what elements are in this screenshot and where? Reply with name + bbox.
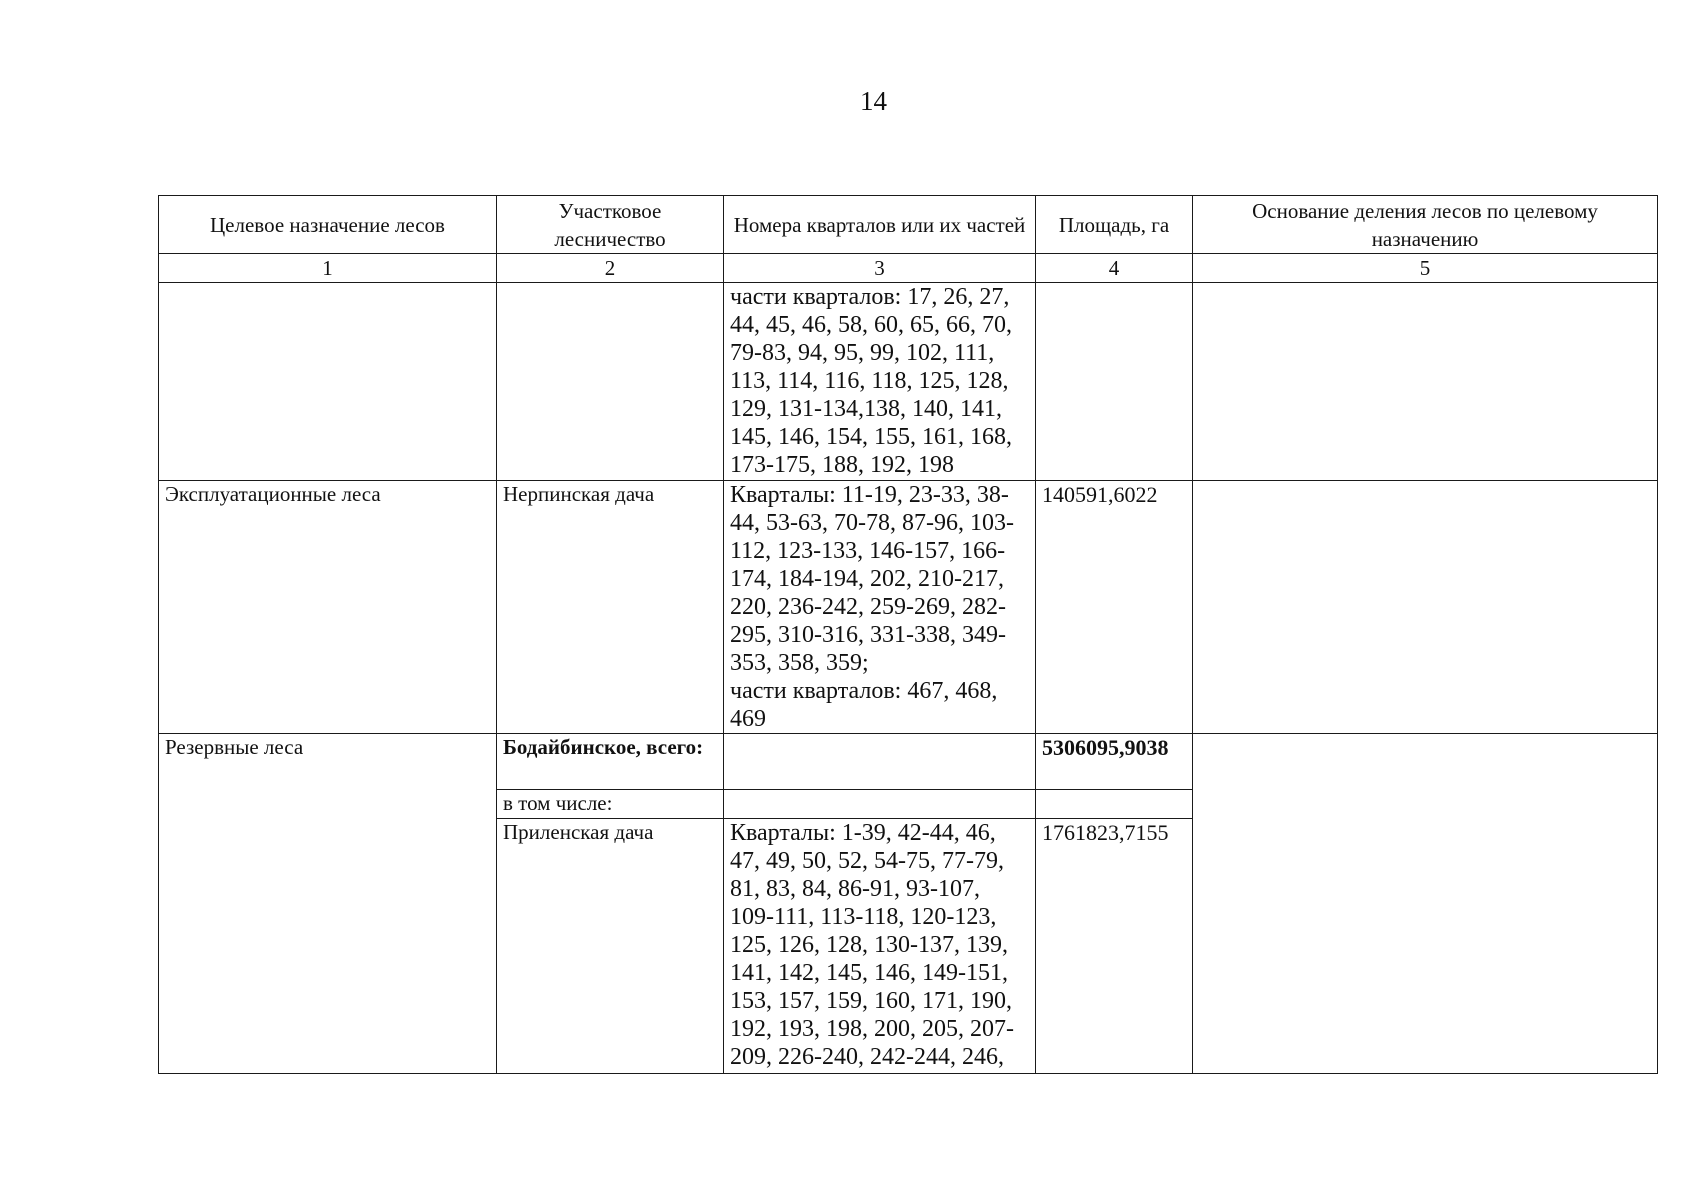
column-number: 3 <box>724 254 1036 283</box>
purpose-cell: Эксплуатационные леса <box>159 481 497 734</box>
blocks-cell <box>724 819 1036 1074</box>
blocks-line: 173-175, 188, 192, 198 <box>730 452 954 478</box>
total-area-cell: 5306095,9038 <box>1036 734 1193 790</box>
blocks-line: Кварталы: 11-19, 23-33, 38- <box>730 482 1009 508</box>
area-cell <box>1036 283 1193 481</box>
blocks-line: 220, 236-242, 259-269, 282- <box>730 594 1006 620</box>
blocks-cell <box>724 734 1036 790</box>
column-number: 1 <box>159 254 497 283</box>
blocks-line: 81, 83, 84, 86-91, 93-107, <box>730 876 980 902</box>
blocks-cell <box>724 790 1036 819</box>
including-label-cell: в том числе: <box>497 790 724 819</box>
blocks-line: 47, 49, 50, 52, 54-75, 77-79, <box>730 848 1004 874</box>
blocks-line: 174, 184-194, 202, 210-217, <box>730 566 1004 592</box>
blocks-line: 353, 358, 359; <box>730 650 869 676</box>
forestry-cell <box>497 283 724 481</box>
column-number: 4 <box>1036 254 1193 283</box>
header-purpose: Целевое назначение лесов <box>159 196 497 254</box>
blocks-line: части кварталов: 17, 26, 27, <box>730 284 1010 310</box>
area-cell <box>1036 790 1193 819</box>
blocks-line: 112, 123-133, 146-157, 166- <box>730 538 1006 564</box>
blocks-line: 44, 53-63, 70-78, 87-96, 103- <box>730 510 1014 536</box>
blocks-cell <box>724 481 1036 734</box>
table-header-row <box>159 196 1658 254</box>
forest-purpose-table <box>158 195 1658 1074</box>
table-row-exploitation <box>159 481 1658 734</box>
blocks-line: 129, 131-134,138, 140, 141, <box>730 396 1002 422</box>
forestry-cell: Приленская дача <box>497 819 724 1074</box>
blocks-line: 113, 114, 116, 118, 125, 128, <box>730 368 1009 394</box>
blocks-line: Кварталы: 1-39, 42-44, 46, <box>730 820 996 846</box>
header-basis: Основание деления лесов по целевому назначению <box>1193 196 1658 254</box>
column-number: 5 <box>1193 254 1658 283</box>
header-forestry: Участковое лесничество <box>497 196 724 254</box>
blocks-line: 44, 45, 46, 58, 60, 65, 66, 70, <box>730 312 1012 338</box>
blocks-line: 295, 310-316, 331-338, 349- <box>730 622 1006 648</box>
basis-cell <box>1193 481 1658 734</box>
forestry-cell: Нерпинская дача <box>497 481 724 734</box>
blocks-line: 109-111, 113-118, 120-123, <box>730 904 997 930</box>
header-area: Площадь, га <box>1036 196 1193 254</box>
table-row-reserve-total <box>159 734 1658 790</box>
basis-cell <box>1193 283 1658 481</box>
table-row-continuation <box>159 283 1658 481</box>
blocks-line: 209, 226-240, 242-244, 246, <box>730 1044 1004 1070</box>
column-number-row <box>159 254 1658 283</box>
blocks-line: 125, 126, 128, 130-137, 139, <box>730 932 1008 958</box>
area-cell: 1761823,7155 <box>1036 819 1193 1074</box>
blocks-cell <box>724 283 1036 481</box>
page-number: 14 <box>860 86 887 116</box>
blocks-line: 469 <box>730 706 766 732</box>
purpose-cell: Резервные леса <box>159 734 497 1074</box>
blocks-line: 153, 157, 159, 160, 171, 190, <box>730 988 1012 1014</box>
blocks-line: 192, 193, 198, 200, 205, 207- <box>730 1016 1014 1042</box>
purpose-cell <box>159 283 497 481</box>
column-number: 2 <box>497 254 724 283</box>
area-cell: 140591,6022 <box>1036 481 1193 734</box>
basis-cell <box>1193 734 1658 1074</box>
blocks-line: 141, 142, 145, 146, 149-151, <box>730 960 1008 986</box>
blocks-line: части кварталов: 467, 468, <box>730 678 998 704</box>
forestry-total-cell: Бодайбинское, всего: <box>497 734 724 790</box>
blocks-line: 79-83, 94, 95, 99, 102, 111, <box>730 340 995 366</box>
blocks-line: 145, 146, 154, 155, 161, 168, <box>730 424 1012 450</box>
header-blocks: Номера кварталов или их частей <box>724 196 1036 254</box>
